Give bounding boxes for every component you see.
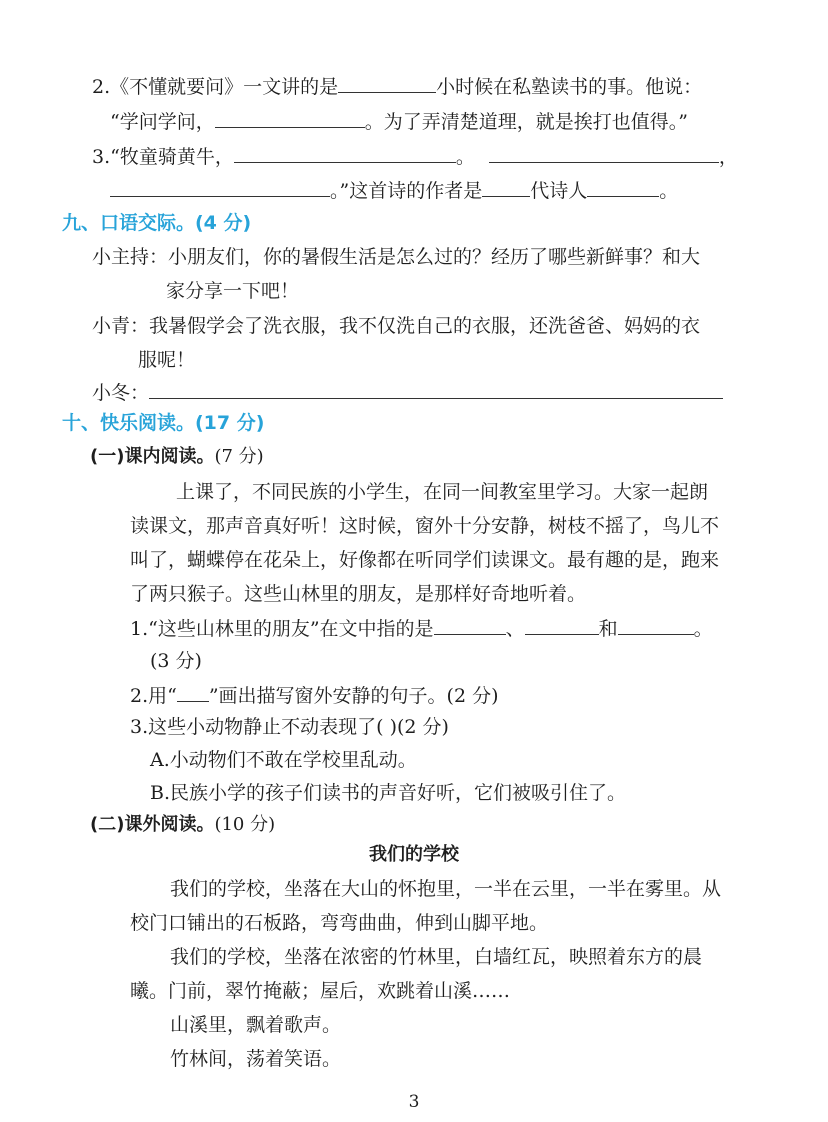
part1-q1: 1.“这些山林里的朋友”在文中指的是 、 和 。 [130, 614, 713, 642]
answer-blank[interactable] [434, 614, 506, 635]
passage-line: 上课了，不同民族的小学生，在同一间教室里学习。大家一起朗 [176, 481, 709, 503]
answer-blank[interactable] [482, 176, 530, 197]
answer-blank[interactable] [525, 614, 599, 635]
host-line1: 小主持：小朋友们，你的暑假生活是怎么过的？经历了哪些新鲜事？和大 [92, 246, 701, 268]
passage-line: 校门口铺出的石板路，弯弯曲曲，伸到山脚平地。 [130, 912, 549, 934]
q8-item3-line1: 3.“牧童骑黄牛， 。 ， [92, 142, 738, 170]
answer-blank[interactable] [215, 107, 365, 128]
q8-item2-line1: 2.《不懂就要问》一文讲的是 小时候在私塾读书的事。他说： [92, 72, 702, 100]
passage-line: 读课文，那声音真好听！这时候，窗外十分安静，树枝不摇了，鸟儿不 [130, 515, 720, 537]
passage-line: 我们的学校，坐落在浓密的竹林里，白墙红瓦，映照着东方的晨 [170, 946, 703, 968]
part1-heading: (一)课内阅读。(7 分) [90, 446, 264, 467]
passage-line: 了两只猴子。这些山林里的朋友，是那样好奇地听着。 [130, 583, 587, 605]
qing-line2: 服呢！ [138, 349, 196, 371]
q8-item2-line2: “学问学问， 。为了弄清楚道理，就是挨打也值得。” [110, 107, 688, 135]
answer-blank[interactable] [489, 142, 719, 163]
option-a: A.小动物们不敢在学校里乱动。 [150, 749, 417, 771]
part1-q1-points: (3 分) [150, 650, 202, 672]
host-line2: 家分享一下吧！ [166, 280, 300, 302]
passage-line: 山溪里，飘着歌声。 [170, 1014, 342, 1036]
part2-heading: (二)课外阅读。(10 分) [90, 814, 276, 835]
q8-item3-line2: 。”这首诗的作者是 代诗人 。 [110, 176, 678, 204]
part1-q2: 2.用“ ”画出描写窗外安静的句子。(2 分) [130, 681, 499, 709]
passage-line: 我们的学校，坐落在大山的怀抱里，一半在云里，一半在雾里。从 [170, 878, 722, 900]
section-9-heading: 九、口语交际。(4 分) [62, 212, 252, 234]
qing-line1: 小青：我暑假学会了洗衣服，我不仅洗自己的衣服，还洗爸爸、妈妈的衣 [92, 315, 701, 337]
page-number: 3 [408, 1092, 420, 1112]
answer-blank[interactable] [177, 681, 209, 702]
answer-blank[interactable] [587, 176, 659, 197]
answer-blank[interactable] [338, 72, 436, 93]
passage-line: 叫了，蝴蝶停在花朵上，好像都在听同学们读课文。最有趣的是，跑来 [130, 549, 720, 571]
answer-blank[interactable] [234, 142, 456, 163]
part1-q3: 3.这些小动物静止不动表现了( )(2 分) [130, 716, 449, 738]
answer-blank[interactable] [149, 378, 723, 399]
answer-blank[interactable] [618, 614, 694, 635]
answer-blank[interactable] [110, 176, 330, 197]
option-b: B.民族小学的孩子们读书的声音好听，它们被吸引住了。 [150, 782, 627, 804]
passage-title: 我们的学校 [369, 844, 459, 865]
passage-line: 竹林间，荡着笑语。 [170, 1048, 342, 1070]
dong-line: 小冬： [92, 378, 723, 406]
section-10-heading: 十、快乐阅读。(17 分) [62, 412, 265, 434]
passage-line: 曦。门前，翠竹掩蔽；屋后，欢跳着山溪…… [130, 980, 511, 1002]
